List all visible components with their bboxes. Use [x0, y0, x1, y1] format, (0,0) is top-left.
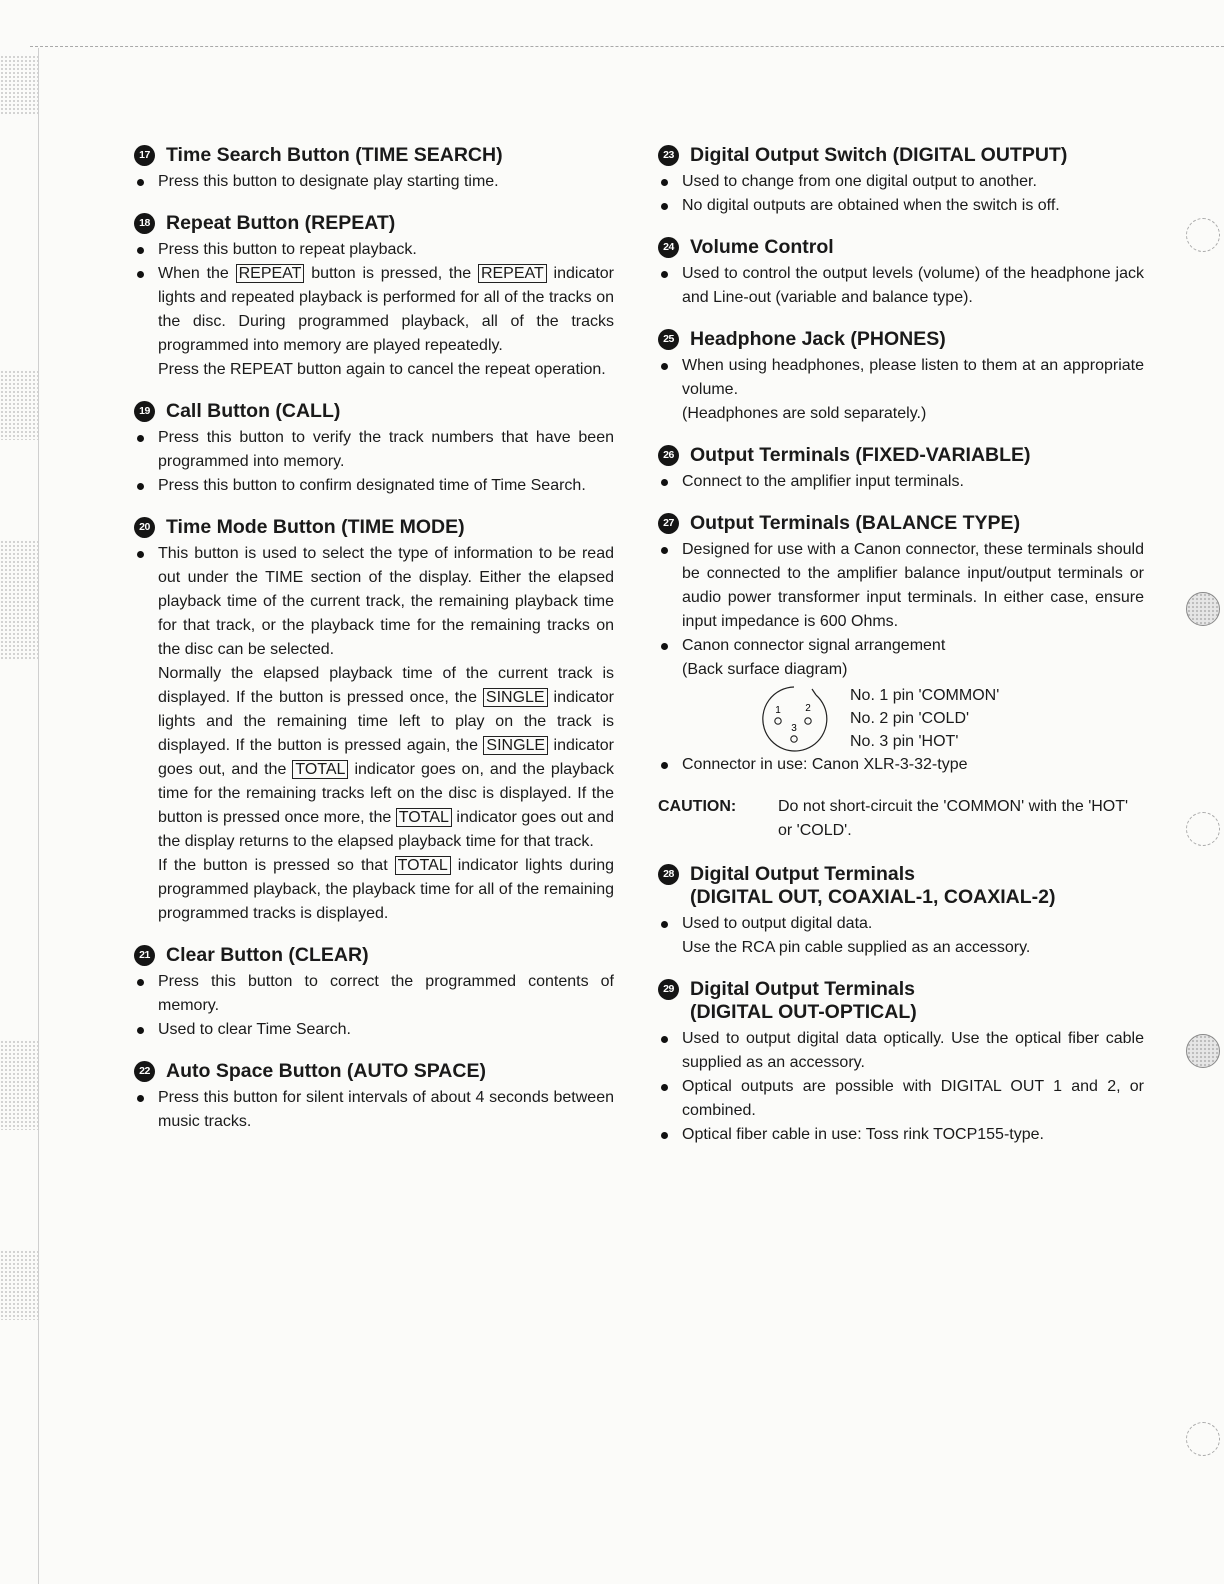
list-item — [134, 238, 614, 262]
section-title-line: Clear Button (CLEAR) — [166, 944, 369, 966]
section-title — [166, 516, 465, 539]
paragraph: When the REPEAT button is pressed, the REPEAT indicator lights and repeated playback is performed for all of the tracks on the disc. During programmed playback, all of the tracks programmed into memory are played repeatedly. — [158, 265, 615, 354]
list-item — [658, 912, 1144, 960]
paragraph: Press this button to confirm designated time of Time Search. — [158, 477, 586, 494]
section-title — [166, 400, 340, 423]
section-heading — [134, 1060, 614, 1083]
pin-number-label: 2 — [805, 702, 811, 714]
section-19 — [134, 400, 614, 498]
indicator-label: TOTAL — [396, 808, 452, 827]
section-number-badge: 26 — [658, 445, 679, 466]
section-number-badge: 20 — [134, 517, 155, 538]
paragraph: Press this button for silent intervals of about 4 seconds between music tracks. — [158, 1089, 614, 1130]
section-title-line: Volume Control — [690, 236, 834, 258]
page-top-border — [30, 46, 1224, 47]
caution-text: Do not short-circuit the 'COMMON' with the 'HOT' or 'COLD'. — [778, 798, 1129, 839]
section-number-badge: 19 — [134, 401, 155, 422]
bullet-list — [658, 912, 1144, 960]
section-number-badge: 18 — [134, 213, 155, 234]
section-title-line: (DIGITAL OUT-OPTICAL) — [690, 1001, 917, 1023]
pin-2-hole — [805, 717, 811, 723]
binder-hole — [1186, 812, 1220, 846]
list-item — [134, 170, 614, 194]
section-title — [166, 144, 503, 167]
scan-speckle — [0, 1040, 38, 1130]
section-number-badge: 22 — [134, 1061, 155, 1082]
list-item — [658, 354, 1144, 426]
bullet-list — [134, 238, 614, 382]
section-title — [690, 978, 917, 1024]
bullet-list — [658, 170, 1144, 218]
section-number-badge: 25 — [658, 329, 679, 350]
section-heading — [658, 863, 1144, 909]
indicator-label: TOTAL — [395, 856, 451, 875]
section-title — [690, 236, 834, 259]
paragraph: Press this button to designate play starting time. — [158, 173, 499, 190]
indicator-label: REPEAT — [478, 264, 547, 283]
xlr-pin-diagram — [758, 685, 830, 753]
bullet-list — [658, 538, 1144, 682]
page-left-border — [38, 48, 39, 1584]
paragraph: When using headphones, please listen to them at an appropriate volume. — [682, 357, 1144, 398]
section-title — [166, 1060, 486, 1083]
section-23 — [658, 144, 1144, 218]
section-title-line: Digital Output Switch (DIGITAL OUTPUT) — [690, 144, 1068, 166]
right-column — [658, 144, 1144, 1165]
paragraph: Used to output digital data optically. Use the optical fiber cable supplied as an accessory. — [682, 1030, 1144, 1071]
binder-hole — [1186, 1422, 1220, 1456]
pin-3-hole — [791, 735, 797, 741]
list-item — [134, 970, 614, 1018]
paragraph: Use the RCA pin cable supplied as an accessory. — [682, 939, 1031, 956]
bullet-list — [134, 970, 614, 1042]
list-item — [658, 170, 1144, 194]
bullet-list — [134, 170, 614, 194]
section-25 — [658, 328, 1144, 426]
list-item — [658, 262, 1144, 310]
section-number-badge: 24 — [658, 237, 679, 258]
section-20 — [134, 516, 614, 926]
paragraph: Used to clear Time Search. — [158, 1021, 351, 1038]
paragraph: Connect to the amplifier input terminals. — [682, 473, 964, 490]
section-title — [690, 863, 1055, 909]
right-bottom-sections — [658, 863, 1144, 1147]
section-heading — [134, 144, 614, 167]
list-item — [658, 1027, 1144, 1075]
pin-number-label: 3 — [791, 722, 797, 734]
list-item — [658, 470, 1144, 494]
list-item — [658, 1075, 1144, 1123]
section-title-line: Call Button (CALL) — [166, 400, 341, 422]
list-item: Connector in use: Canon XLR-3-32-type — [658, 753, 1144, 777]
section-21 — [134, 944, 614, 1042]
section-heading — [134, 400, 614, 423]
paragraph: Canon connector signal arrangement — [682, 637, 946, 654]
paragraph: Press this button to correct the programmed contents of memory. — [158, 973, 614, 1014]
section-title-line: Auto Space Button (AUTO SPACE) — [166, 1060, 486, 1082]
section-title — [690, 444, 1031, 467]
paragraph: Optical outputs are possible with DIGITAL OUT 1 and 2, or combined. — [682, 1078, 1144, 1119]
section-title-line: Time Search Button (TIME SEARCH) — [166, 144, 503, 166]
paragraph: Press this button to verify the track numbers that have been programmed into memory. — [158, 429, 614, 470]
paragraph: Press this button to repeat playback. — [158, 241, 417, 258]
section-title — [690, 144, 1067, 167]
bullet-list — [658, 470, 1144, 494]
section-title-line: Repeat Button (REPEAT) — [166, 212, 396, 234]
indicator-label: SINGLE — [483, 736, 548, 755]
paragraph: No digital outputs are obtained when the switch is off. — [682, 197, 1060, 214]
section-number-badge: 29 — [658, 979, 679, 1000]
paragraph: Normally the elapsed playback time of the current track is displayed. If the button is pressed once, the SINGLE indicator lights and the remaining time left to play on the track is displayed. If the button is pressed again, the SINGLE indicator goes out, and the TOTAL indicator goes on, and the playback time for the remaining tracks left on the disc is displayed. If the button is pressed once more, the TOTAL indicator goes out and the display returns to the elapsed playback time for that track. — [158, 665, 614, 850]
pin-diagram-row — [658, 684, 1144, 753]
paragraph: Used to output digital data. — [682, 915, 873, 932]
scan-speckle — [0, 370, 38, 440]
paragraph: If the button is pressed so that TOTAL indicator lights during programmed playback, the playback time for all of the remaining programmed tracks is displayed. — [158, 857, 614, 922]
bullet-list — [134, 426, 614, 498]
indicator-label: TOTAL — [292, 760, 348, 779]
list-item: Designed for use with a Canon connector, these terminals should be connected to the amplifier balance input/output terminals or audio power transformer input terminals. In either case, ensure input impedance is 600 Ohms. — [658, 538, 1144, 634]
scan-speckle — [0, 540, 38, 660]
section-number-badge: 28 — [658, 864, 679, 885]
bullet-list — [658, 753, 1144, 777]
indicator-label: REPEAT — [236, 264, 305, 283]
scan-speckle — [0, 55, 38, 115]
pin-label: No. 1 pin 'COMMON' — [850, 687, 1000, 704]
paragraph: Used to control the output levels (volume) of the headphone jack and Line-out (variable and balance type). — [682, 265, 1144, 306]
list-item — [134, 1018, 614, 1042]
section-title-line: Time Mode Button (TIME MODE) — [166, 516, 465, 538]
section-title — [690, 328, 946, 351]
connector-key — [812, 689, 816, 695]
pin-number-label: 1 — [775, 704, 781, 716]
section-heading — [134, 944, 614, 967]
section-17 — [134, 144, 614, 194]
section-title — [166, 944, 369, 967]
pin-labels — [850, 684, 999, 753]
section-heading — [658, 328, 1144, 351]
scan-speckle — [0, 1250, 38, 1320]
pin-label: No. 3 pin 'HOT' — [850, 733, 959, 750]
section-title — [166, 212, 395, 235]
paragraph: (Back surface diagram) — [682, 661, 848, 678]
right-top-sections — [658, 144, 1144, 494]
paragraph: Optical fiber cable in use: Toss rink TOCP155-type. — [682, 1126, 1044, 1143]
section-22 — [134, 1060, 614, 1134]
binder-hole — [1186, 1034, 1220, 1068]
section-28 — [658, 863, 1144, 960]
paragraph: (Headphones are sold separately.) — [682, 405, 927, 422]
section-heading — [658, 144, 1144, 167]
section-heading — [658, 978, 1144, 1024]
list-item — [658, 194, 1144, 218]
paragraph: This button is used to select the type of information to be read out under the TIME section of the display. Either the elapsed playback time of the current track, the remaining playback time for that track, or the playback time for the remaining tracks on the disc can be selected. — [158, 545, 614, 658]
section-title-line: Output Terminals (FIXED-VARIABLE) — [690, 444, 1031, 466]
section-number-badge: 21 — [134, 945, 155, 966]
binder-hole — [1186, 592, 1220, 626]
section-heading — [134, 212, 614, 235]
list-item — [134, 542, 614, 926]
connector-outline — [763, 687, 827, 751]
section-title-line: (DIGITAL OUT, COAXIAL-1, COAXIAL-2) — [690, 886, 1056, 908]
list-item — [134, 474, 614, 498]
section-number-badge: 17 — [134, 145, 155, 166]
section-18 — [134, 212, 614, 382]
bullet-list — [658, 354, 1144, 426]
section-heading — [134, 516, 614, 539]
list-item — [134, 262, 614, 382]
section-number-badge: 23 — [658, 145, 679, 166]
section-24 — [658, 236, 1144, 310]
bullet-list — [658, 262, 1144, 310]
bullet-list — [658, 1027, 1144, 1147]
section-title: Output Terminals (BALANCE TYPE) — [690, 512, 1021, 534]
list-item — [134, 1086, 614, 1134]
left-column — [134, 144, 614, 1152]
indicator-label: SINGLE — [483, 688, 548, 707]
paragraph: Press the REPEAT button again to cancel the repeat operation. — [158, 361, 606, 378]
bullet-list — [134, 542, 614, 926]
section-heading — [658, 444, 1144, 467]
section-number-badge: 27 — [658, 513, 679, 534]
section-26 — [658, 444, 1144, 494]
bullet-list — [134, 1086, 614, 1134]
section-29 — [658, 978, 1144, 1147]
caution-note — [658, 795, 1144, 843]
section-title-line: Headphone Jack (PHONES) — [690, 328, 946, 350]
caution-label: CAUTION: — [658, 798, 737, 815]
list-item — [658, 634, 1144, 682]
paragraph: Used to change from one digital output to another. — [682, 173, 1037, 190]
list-item — [134, 426, 614, 474]
section-title-line: Digital Output Terminals — [690, 863, 915, 885]
pin-label: No. 2 pin 'COLD' — [850, 710, 970, 727]
binder-hole — [1186, 218, 1220, 252]
section-27 — [658, 512, 1144, 777]
pin-1-hole — [775, 717, 781, 723]
section-heading — [658, 512, 1144, 535]
section-heading — [658, 236, 1144, 259]
list-item — [658, 1123, 1144, 1147]
section-title-line: Digital Output Terminals — [690, 978, 915, 1000]
